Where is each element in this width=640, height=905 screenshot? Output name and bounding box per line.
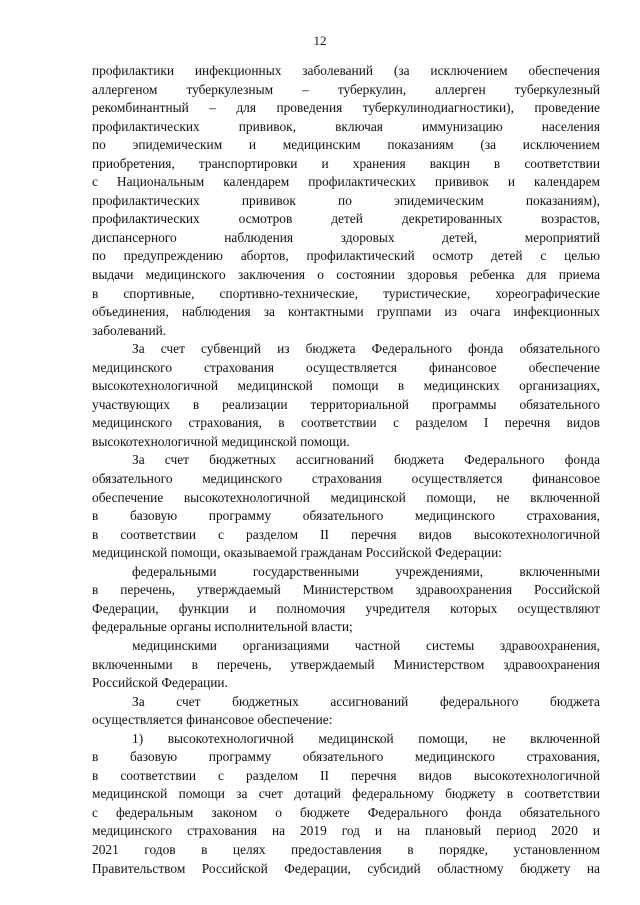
text-line: медицинского страхования осуществляется финансовое обеспечение (92, 359, 600, 375)
text-line: выдачи медицинского заключения о состоянии здоровья ребенка для приема (92, 267, 600, 283)
text-line: медицинскими организациями частной системы здравоохранения, (132, 637, 600, 653)
text-line: заболеваний. (92, 322, 167, 338)
text-line: За счет субвенций из бюджета Федерального фонда обязательного (132, 341, 600, 357)
text-line: рекомбинантный – для проведения туберкулинодиагностики), проведение (92, 100, 600, 116)
text-line: медицинского страхования, в соответствии с разделом I перечня видов (92, 415, 600, 431)
text-line: Правительством Российской Федерации, субсидий областному бюджету на (92, 860, 600, 876)
text-line: осуществляется финансовое обеспечение: (92, 712, 333, 728)
text-line: обязательного медицинского страхования осуществляется финансовое (92, 471, 600, 487)
text-line: медицинской помощи за счет дотаций федеральному бюджету в соответствии (92, 786, 600, 802)
text-line: участвующих в реализации территориальной программы обязательного (92, 396, 600, 412)
text-line: высокотехнологичной медицинской помощи. (92, 433, 350, 449)
text-line: профилактических прививок по эпидемическим показаниям), (92, 192, 600, 208)
text-line: в соответствии с разделом II перечня видов высокотехнологичной (92, 526, 600, 542)
text-line: в спортивные, спортивно-технические, туристические, хореографические (92, 285, 600, 301)
text-line: по предупреждению абортов, профилактический осмотр детей с целью (92, 248, 600, 264)
text-line: 2021 годов в целях предоставления в порядке, установленном (92, 841, 600, 857)
text-line: объединения, наблюдения за контактными группами из очага инфекционных (92, 304, 600, 320)
text-line: федеральными государственными учреждениями, включенными (132, 563, 600, 579)
text-line: включенными в перечень, утверждаемый Министерством здравоохранения (92, 656, 600, 672)
text-line: по эпидемическим и медицинским показаниям (за исключением (92, 137, 600, 153)
text-line: медицинского страхования на 2019 год и на плановый период 2020 и (92, 823, 600, 839)
text-line: За счет бюджетных ассигнований бюджета Федерального фонда (132, 452, 600, 468)
text-line: Российской Федерации. (92, 675, 228, 691)
body-text (92, 62, 600, 878)
text-line: в базовую программу обязательного медицинского страхования, (92, 749, 600, 765)
text-line: профилактических осмотров детей декретированных возрастов, (92, 211, 600, 227)
text-line: с Национальным календарем профилактических прививок и календарем (92, 174, 600, 190)
text-line: в соответствии с разделом II перечня видов высокотехнологичной (92, 767, 600, 783)
text-line: обеспечение высокотехнологичной медицинской помощи, не включенной (92, 489, 600, 505)
text-line: За счет бюджетных ассигнований федерального бюджета (132, 693, 600, 709)
text-line: профилактики инфекционных заболеваний (за исключением обеспечения (92, 63, 600, 78)
text-line: медицинской помощи, оказываемой гражданам Российской Федерации: (92, 545, 502, 561)
text-line: профилактических прививок, включая иммунизацию населения (92, 118, 600, 134)
text-line: в базовую программу обязательного медицинского страхования, (92, 508, 600, 524)
text-line: диспансерного наблюдения здоровых детей, мероприятий (92, 229, 600, 245)
text-line: приобретения, транспортировки и хранения вакцин в соответствии (92, 155, 600, 171)
text-line: высокотехнологичной медицинской помощи в медицинских организациях, (92, 378, 600, 394)
text-line: аллергеном туберкулезным – туберкулин, аллерген туберкулезный (92, 81, 600, 97)
text-line: с федеральным законом о бюджете Федерального фонда обязательного (92, 804, 600, 820)
text-line: в перечень, утверждаемый Министерством здравоохранения Российской (92, 582, 600, 598)
text-line: 1) высокотехнологичной медицинской помощи, не включенной (132, 730, 600, 746)
text-line: федеральные органы исполнительной власти; (92, 619, 353, 635)
text-line: Федерации, функции и полномочия учредителя которых осуществляют (92, 600, 600, 616)
page-number: 12 (313, 33, 327, 48)
